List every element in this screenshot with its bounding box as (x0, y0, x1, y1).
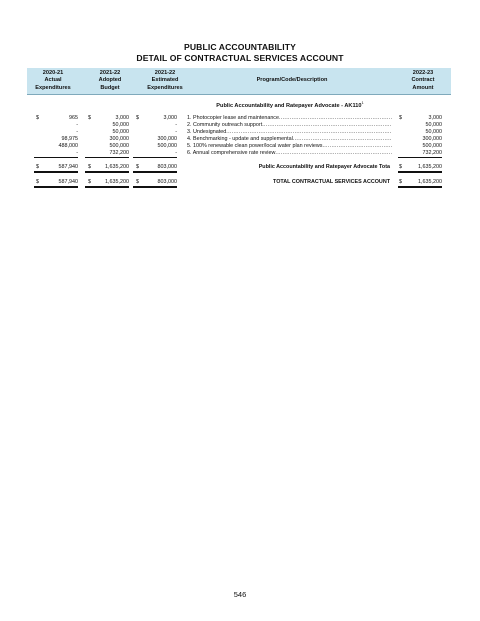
cell-actual: - (76, 122, 78, 128)
cell-description: 4. Benchmarking - update and supplemental ..... (187, 136, 392, 143)
cell-description: 1. Photocopier lease and maintenance ..... (187, 115, 392, 122)
table-row (0, 129, 480, 136)
subtotal-label: Public Accountability and Ratepayer Advocate Tota (258, 164, 390, 170)
page-title: PUBLIC ACCOUNTABILITY (184, 42, 296, 52)
cell-adopted: 732,200 (85, 150, 129, 158)
cell-contract: 300,000 (422, 136, 442, 142)
cell-estimated: 300,000 (157, 136, 177, 142)
cell-actual: 965 (69, 115, 78, 121)
cell-contract: 732,200 (398, 150, 442, 158)
currency-symbol: $ (399, 179, 402, 185)
cell-contract: 50,000 (425, 122, 442, 128)
currency-symbol: $ (136, 164, 139, 170)
cell-contract: 3,000 (428, 115, 442, 121)
cell-estimated: - (133, 150, 177, 158)
total-estimated: 803,000 (133, 179, 177, 188)
total-adopted: 1,635,200 (85, 179, 129, 188)
subtotal-estimated: 803,000 (133, 164, 177, 173)
table-row (0, 136, 480, 143)
header-actual-expenditures: 2020-21 Actual Expenditures (35, 70, 71, 91)
cell-description: 3. Undesignated ..... (187, 129, 392, 136)
header-contract-amount: 2022-23 Contract Amount (411, 70, 435, 91)
currency-symbol: $ (136, 115, 139, 121)
cell-contract: 50,000 (425, 129, 442, 135)
total-row (0, 179, 480, 187)
cell-estimated: - (175, 129, 177, 135)
page-subtitle: DETAIL OF CONTRACTUAL SERVICES ACCOUNT (136, 53, 344, 63)
cell-description: 6. Annual comprehensive rate review ..... (187, 150, 392, 157)
section-title: Public Accountability and Ratepayer Advocate - $AK110^1$ (216, 100, 364, 109)
cell-adopted: 500,000 (109, 143, 129, 149)
header-adopted-budget: 2021-22 Adopted Budget (98, 70, 122, 91)
table-row (0, 122, 480, 129)
cell-actual: 98,975 (61, 136, 78, 142)
subtotal-adopted: 1,635,200 (85, 164, 129, 173)
currency-symbol: $ (88, 115, 91, 121)
cell-estimated: - (175, 122, 177, 128)
table-row (0, 115, 480, 122)
currency-symbol: $ (88, 179, 91, 185)
cell-adopted: 300,000 (109, 136, 129, 142)
cell-estimated: 3,000 (163, 115, 177, 121)
currency-symbol: $ (136, 179, 139, 185)
header-estimated-expenditures: 2021-22 Estimated Expenditures (147, 70, 183, 91)
cell-actual: 488,000 (58, 143, 78, 149)
subtotal-row (0, 164, 480, 172)
cell-adopted: 50,000 (112, 129, 129, 135)
header-program-description: Program/Code/Description (256, 77, 328, 83)
page-number: 546 (233, 590, 247, 599)
cell-description: 5. 100% renewable clean power/local water plan reviews ..... (187, 143, 392, 150)
cell-contract: 500,000 (422, 143, 442, 149)
currency-symbol: $ (36, 164, 39, 170)
subtotal-actual: 587,940 (34, 164, 78, 173)
cell-actual: - (76, 129, 78, 135)
cell-adopted: 3,000 (115, 115, 129, 121)
currency-symbol: $ (399, 115, 402, 121)
subtotal-contract: 1,635,200 (398, 164, 442, 173)
table-row (0, 150, 480, 157)
currency-symbol: $ (399, 164, 402, 170)
currency-symbol: $ (88, 164, 91, 170)
cell-adopted: 50,000 (112, 122, 129, 128)
currency-symbol: $ (36, 115, 39, 121)
total-contract: 1,635,200 (398, 179, 442, 188)
column-header-band (27, 68, 451, 95)
cell-actual: - (34, 150, 78, 158)
total-label: TOTAL CONTRACTUAL SERVICES ACCOUNT (273, 179, 390, 185)
total-actual: 587,940 (34, 179, 78, 188)
cell-estimated: 500,000 (157, 143, 177, 149)
table-row (0, 143, 480, 150)
currency-symbol: $ (36, 179, 39, 185)
cell-description: 2. Community outreach support ..... (187, 122, 392, 129)
